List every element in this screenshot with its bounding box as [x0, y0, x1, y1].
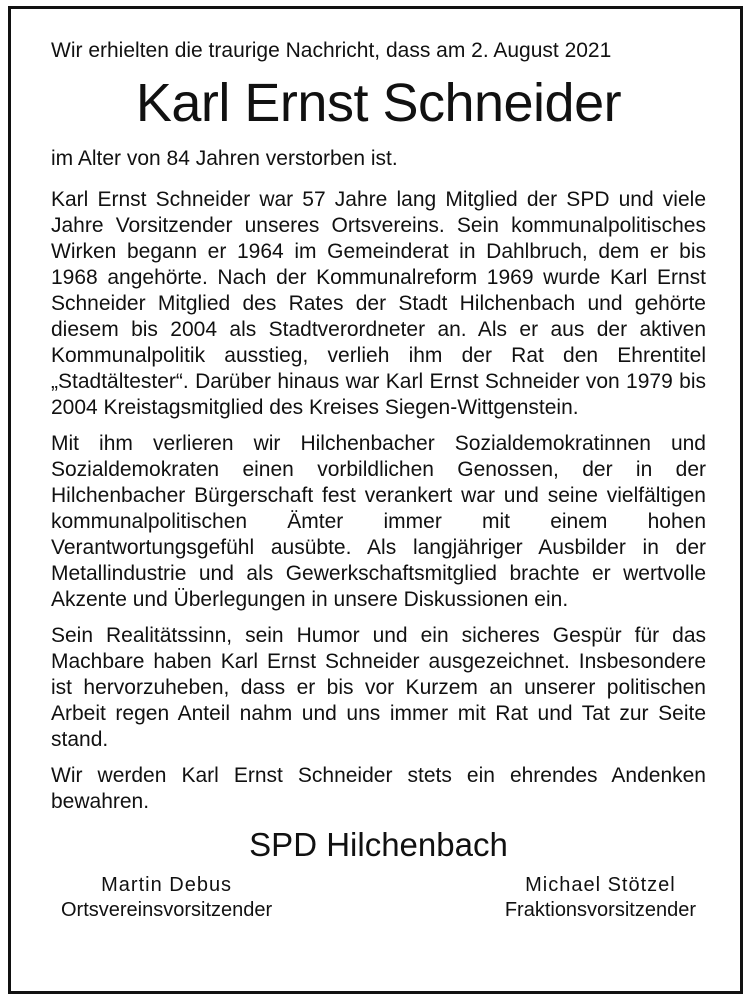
organization-name: SPD Hilchenbach	[249, 826, 508, 863]
age-line: im Alter von 84 Jahren verstorben ist.	[51, 147, 398, 170]
intro-line: Wir erhielten die traurige Nachricht, dass am 2. August 2021	[51, 39, 612, 62]
signer-name: Martin Debus	[101, 874, 233, 896]
deceased-name: Karl Ernst Schneider	[135, 73, 622, 133]
signer-role: Fraktionsvorsitzender	[504, 899, 696, 921]
paragraph-career: Karl Ernst Schneider war 57 Jahre lang Mitglied der SPD und viele Jahre Vorsitzender unseres Ortsvereins. Sein kommunalpolitisches Wirken begann er 1964 im Gemeinderat in Dahlbruch, dem er bis 1968 angehörte. Nach der Kommunalreform 1969 wurde Karl Ernst Schneider Mitglied des Rates der Stadt Hilchenbach und gehörte diesem bis 2004 als Stadtverordneter an. Als er aus der aktiven Kommunalpolitik ausstieg, verlieh ihm der Rat den Ehrentitel „Stadtältester“. Darüber hinaus war Karl Ernst Schneider von 1979 bis 2004 Kreistagsmitglied des Kreises Siegen-Wittgenstein.	[51, 188, 706, 419]
signers	[51, 873, 706, 923]
signer-right	[505, 873, 696, 923]
signer-name: Michael Stötzel	[525, 874, 676, 896]
signer-left	[61, 873, 272, 923]
paragraph-character: Sein Realitätssinn, sein Humor und ein sicheres Gespür für das Machbare haben Karl Ernst Schneider ausgezeichnet. Insbesondere ist hervorzuheben, dass er bis vor Kurzem an unserer politischen Arbeit regen Anteil nahm und uns immer mit Rat und Tat zur Seite stand.	[51, 624, 706, 751]
signer-role: Ortsvereinsvorsitzender	[61, 899, 273, 921]
paragraph-tribute: Mit ihm verlieren wir Hilchenbacher Sozialdemokratinnen und Sozialdemokraten einen vorbildlichen Genossen, der in der Hilchenbacher Bürgerschaft fest verankert war und seine vielfältigen kommunalpolitischen Ämter immer mit einem hohen Verantwortungsgefühl ausübte. Als langjähriger Ausbilder in der Metallindustrie und als Gewerkschaftsmitglied brachte er wertvolle Akzente und Überlegungen in unsere Diskussionen ein.	[51, 432, 706, 611]
obituary-frame	[8, 6, 743, 994]
obituary-content	[51, 37, 706, 923]
paragraph-closing: Wir werden Karl Ernst Schneider stets ein ehrendes Andenken bewahren.	[51, 764, 706, 813]
